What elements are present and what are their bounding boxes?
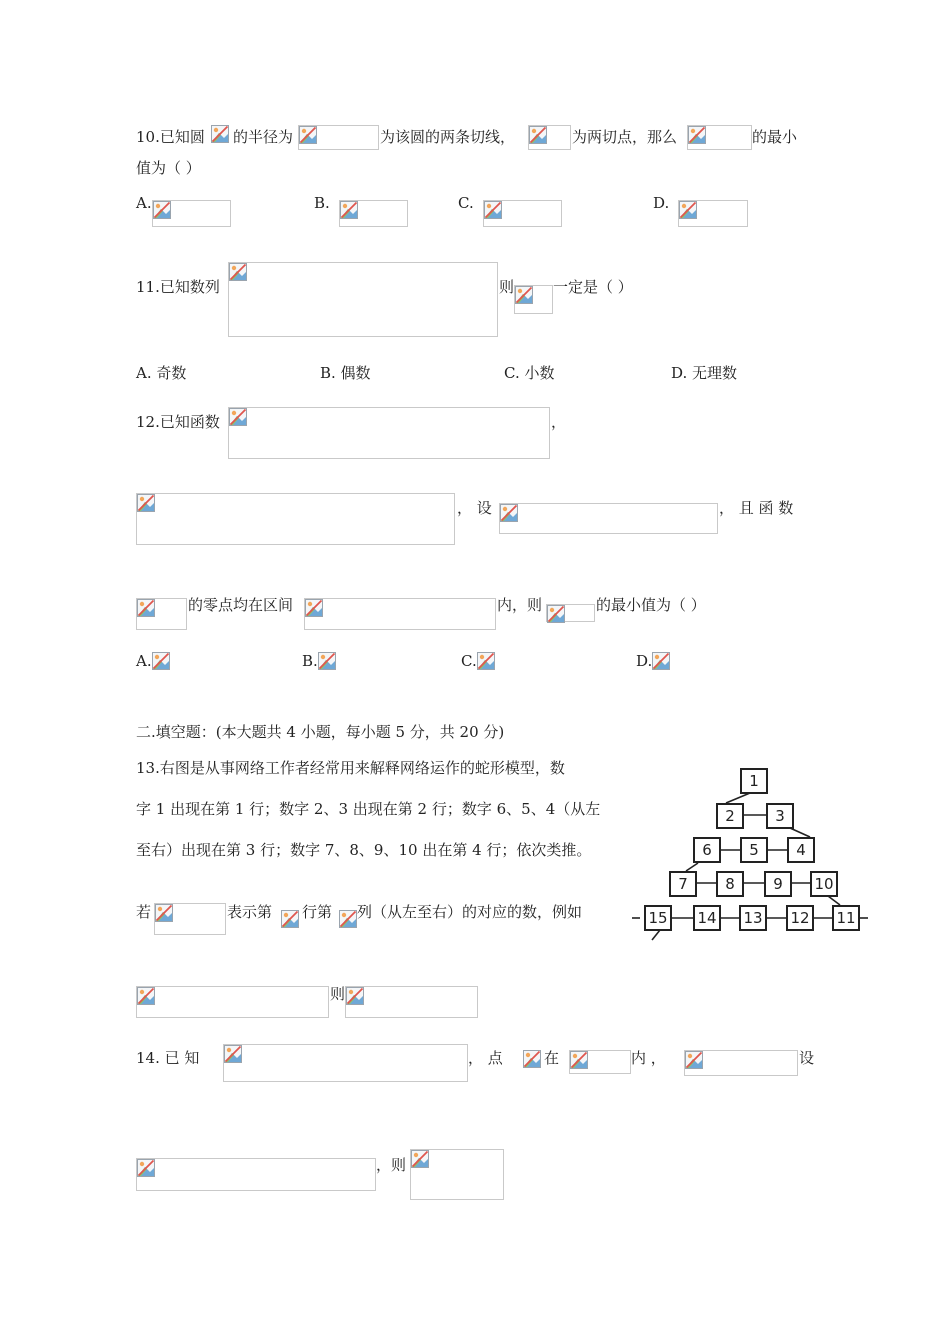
broken-image-icon [484,201,502,219]
broken-image-icon [570,1051,588,1069]
formula-image [228,407,550,459]
option-label: A. 奇数 [136,364,187,382]
formula-image [152,652,169,673]
diagram-node: 4 [787,837,815,863]
formula-image [687,125,752,150]
formula-image [546,604,595,622]
formula-image [499,503,718,534]
diagram-node: 12 [786,905,814,931]
q12-lead: 12.已知函数 [136,413,220,431]
formula-image [211,125,233,147]
broken-image-icon [153,201,171,219]
formula-image [345,986,478,1018]
broken-image-icon [685,1051,703,1069]
formula-image [477,652,494,673]
formula-image [223,1044,468,1082]
formula-image [152,200,231,227]
q12-text: 的零点均在区间 [188,596,294,614]
formula-image [136,598,187,630]
formula-image [298,125,379,150]
snake-diagram [630,760,870,945]
q14-text: ，则 [376,1156,407,1174]
formula-image [569,1050,631,1074]
broken-image-icon [477,652,495,670]
option-label: C. 小数 [504,364,555,382]
diagram-node: 1 [740,768,768,794]
broken-image-icon [224,1045,242,1063]
option-label: B. [302,652,318,670]
broken-image-icon [137,987,155,1005]
formula-image [339,910,356,930]
broken-image-icon [340,201,358,219]
q12-text: ， [551,413,567,431]
q10-text: 为该圆的两条切线， [380,128,516,146]
formula-image [528,125,571,150]
q13-text: 行第 [302,903,333,921]
option-label: B. [314,194,330,212]
diagram-node: 5 [740,837,768,863]
q13-text: 列（从左至右）的对应的数，例如 [357,903,583,921]
formula-image [339,200,408,227]
formula-image [523,1050,543,1072]
option-label: A. [136,652,152,670]
broken-image-icon [299,126,317,144]
formula-image [678,200,748,227]
q11-lead: 11.已知数列 [136,278,220,296]
broken-image-icon [652,652,670,670]
q10-lead: 10.已知圆 [136,128,205,146]
option-label: B. 偶数 [320,364,371,382]
formula-image [483,200,562,227]
broken-image-icon [679,201,697,219]
q13-text: 表示第 [227,903,273,921]
q12-text: 内，则 [497,596,543,614]
diagram-node: 9 [764,871,792,897]
broken-image-icon [305,599,323,617]
formula-image [410,1149,504,1200]
broken-image-icon [318,652,336,670]
diagram-node: 11 [832,905,860,931]
diagram-node: 7 [669,871,697,897]
broken-image-icon [211,125,229,143]
broken-image-icon [137,1159,155,1177]
formula-image [228,262,498,337]
formula-image [684,1050,798,1076]
option-label: C. [458,194,474,212]
diagram-node: 3 [766,803,794,829]
q14-text: 设 [799,1049,815,1067]
q11-text: 一定是（ ） [553,278,633,296]
broken-image-icon [339,910,357,928]
formula-image [136,1158,376,1191]
q10-text: 的半径为 [233,128,294,146]
formula-image [304,598,496,630]
q12-text: ， 且 函 数 [719,499,794,517]
formula-image [136,986,329,1018]
option-label: C. [461,652,477,670]
formula-image [136,493,455,545]
q12-text: ， 设 [457,499,492,517]
q12-text: 的最小值为（ ） [596,596,706,614]
q11-text: 则 [499,278,515,296]
formula-image [281,910,301,930]
q14-lead: 14. 已 知 [136,1049,200,1067]
diagram-node: 2 [716,803,744,829]
broken-image-icon [152,652,170,670]
option-label: D. [636,652,653,670]
broken-image-icon [547,605,565,623]
q10-text: 为两切点，那么 [572,128,678,146]
q13-text: 字 1 出现在第 1 行；数字 2、3 出现在第 2 行；数字 6、5、4（从左 [136,800,601,818]
formula-image [652,652,669,673]
option-label: D. 无理数 [671,364,738,382]
formula-image [514,285,553,314]
broken-image-icon [688,126,706,144]
diagram-node: 13 [739,905,767,931]
broken-image-icon [346,987,364,1005]
q10-text: 值为（ ） [136,159,201,177]
formula-image [154,903,226,935]
q13-text: 13.右图是从事网络工作者经常用来解释网络运作的蛇形模型，数 [136,759,565,777]
broken-image-icon [281,910,299,928]
broken-image-icon [137,494,155,512]
diagram-node: 8 [716,871,744,897]
formula-image [318,652,335,673]
broken-image-icon [155,904,173,922]
diagram-node: 14 [693,905,721,931]
diagram-node: 6 [693,837,721,863]
q13-text: 则 [330,985,346,1003]
section-heading: 二.填空题：(本大题共 4 小题，每小题 5 分，共 20 分) [136,723,505,741]
broken-image-icon [529,126,547,144]
q13-text: 若 [136,903,152,921]
q13-text: 至右）出现在第 3 行；数字 7、8、9、10 出在第 4 行；依次类推。 [136,841,592,859]
option-label: A. [136,194,152,212]
broken-image-icon [523,1050,541,1068]
broken-image-icon [500,504,518,522]
q14-text: ， 点 [468,1049,503,1067]
option-label: D. [653,194,670,212]
broken-image-icon [515,286,533,304]
diagram-node: 10 [810,871,838,897]
q14-text: 内 ， [631,1049,666,1067]
broken-image-icon [411,1150,429,1168]
q14-text: 在 [544,1049,560,1067]
broken-image-icon [229,408,247,426]
diagram-node: 15 [644,905,672,931]
broken-image-icon [229,263,247,281]
broken-image-icon [137,599,155,617]
q10-text: 的最小 [752,128,798,146]
